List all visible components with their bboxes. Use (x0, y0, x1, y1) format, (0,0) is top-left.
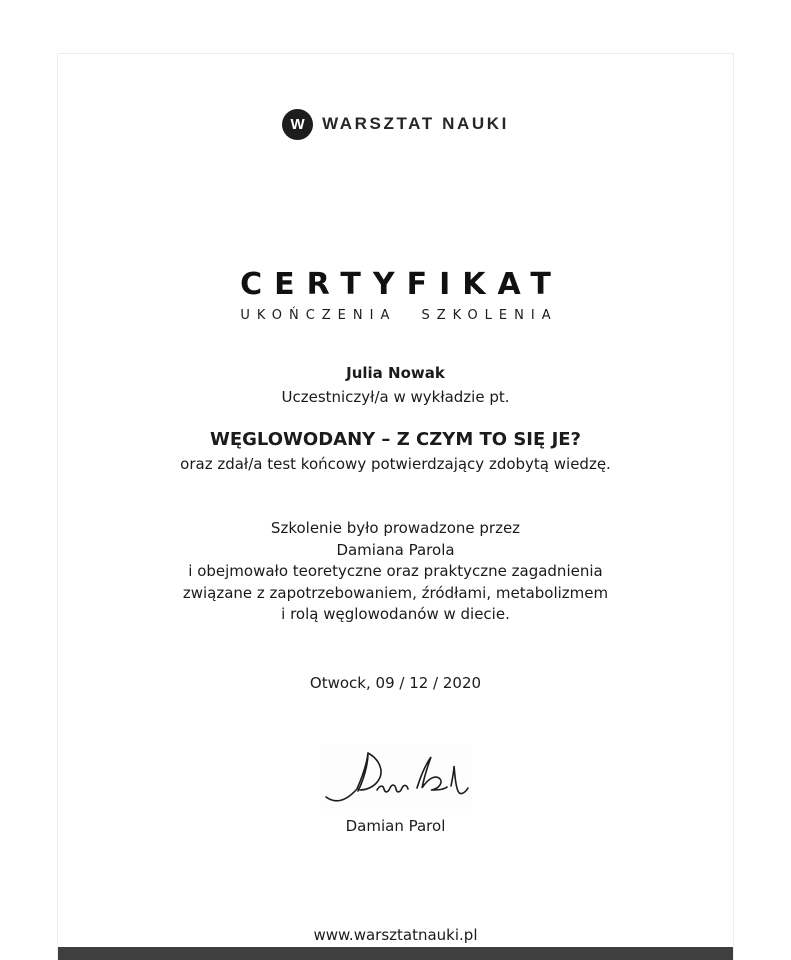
exam-line: oraz zdał/a test końcowy potwierdzający zdobytą wiedzę. (180, 455, 611, 473)
place-and-date: Otwock, 09 / 12 / 2020 (309, 674, 482, 692)
certificate-subtitle: UKOŃCZENIA SZKOLENIA (240, 308, 558, 323)
description-line: i obejmowało teoretyczne oraz praktyczne zagadnienia (188, 562, 603, 580)
recipient-name: Julia Nowak (346, 364, 445, 382)
certificate-card (57, 53, 734, 960)
brand-mark-icon (282, 109, 313, 140)
brand-logo (58, 107, 733, 141)
signer-name: Damian Parol (345, 817, 446, 835)
course-description (58, 518, 733, 626)
participation-line: Uczestniczył/a w wykładzie pt. (281, 388, 510, 406)
website-url: www.warsztatnauki.pl (313, 926, 478, 944)
signature-image (321, 744, 472, 809)
description-line: Szkolenie było prowadzone przez (270, 519, 521, 537)
description-line: i rolą węglowodanów w diecie. (281, 605, 510, 623)
brand-name: WARSZTAT NAUKI (322, 114, 509, 133)
footer-accent-bar (58, 947, 733, 960)
signature-scrawl-icon (321, 744, 472, 809)
description-line: Damiana Parola (336, 540, 455, 559)
certificate-title: CERTYFIKAT (240, 267, 563, 302)
course-title: WĘGLOWODANY – Z CZYM TO SIĘ JE? (209, 429, 581, 450)
brand-mark-letter: W (290, 115, 305, 133)
description-line: związane z zapotrzebowaniem, źródłami, metabolizmem (182, 583, 609, 602)
